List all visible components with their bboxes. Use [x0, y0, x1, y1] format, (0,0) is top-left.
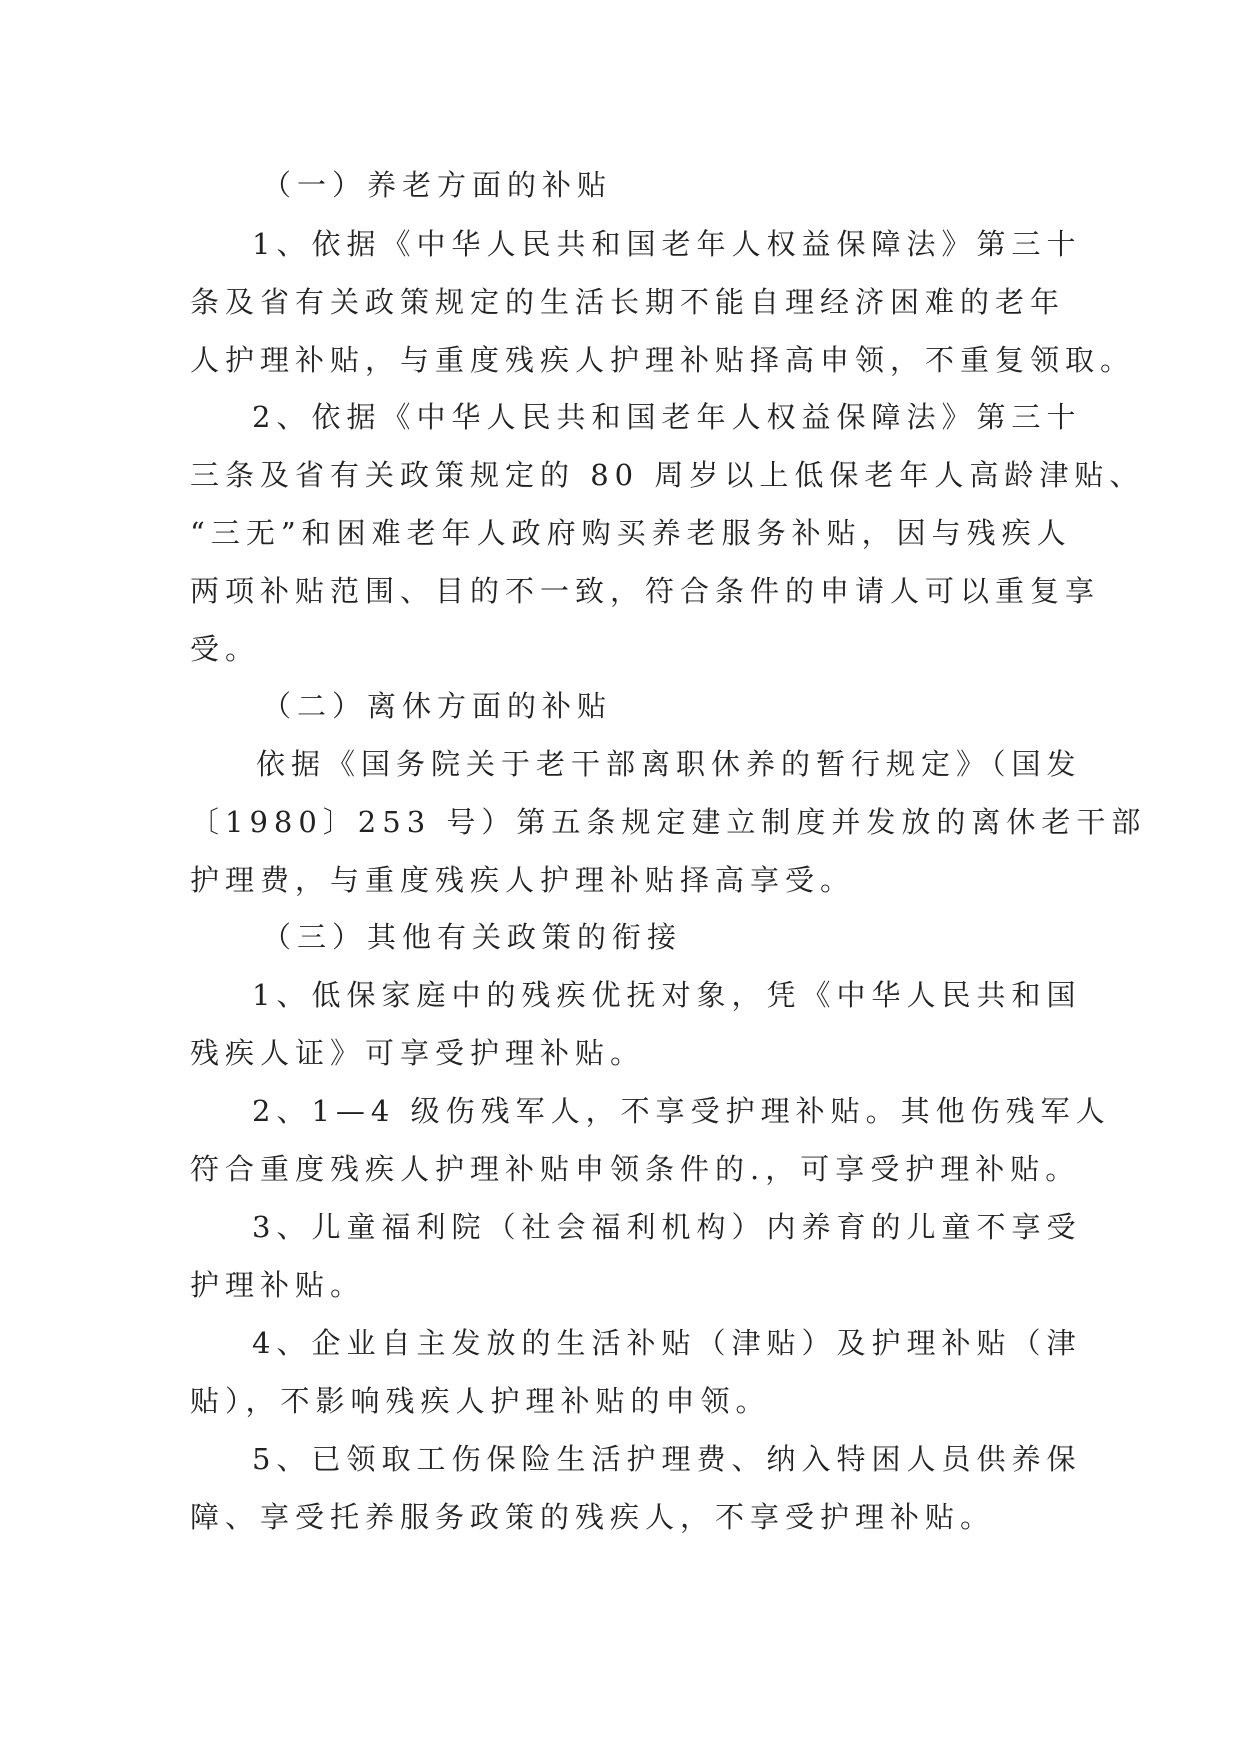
text-line: 4、企业自主发放的生活补贴（津贴）及护理补贴（津 — [252, 1326, 1082, 1360]
text-line: 〔1980〕253 号）第五条规定建立制度并发放的离休老干部 — [190, 805, 1147, 839]
text-line: 1、低保家庭中的残疾优抚对象，凭《中华人民共和国 — [252, 978, 1082, 1012]
section-heading-other: （三）其他有关政策的衔接 — [262, 920, 683, 954]
text-line: 2、1—4 级伤残军人，不享受护理补贴。其他伤残军人 — [252, 1094, 1111, 1128]
text-line: 护理补贴。 — [190, 1268, 366, 1302]
text-line: 3、儿童福利院（社会福利机构）内养育的儿童不享受 — [252, 1210, 1082, 1244]
text-line: 障、享受托养服务政策的残疾人，不享受护理补贴。 — [190, 1500, 996, 1534]
text-line: 符合重度残疾人护理补贴申领条件的.，可享受护理补贴。 — [190, 1152, 1081, 1186]
text-line: 人护理补贴，与重度残疾人护理补贴择高申领，不重复领取。 — [190, 343, 1136, 377]
section-heading-elderly: （一）养老方面的补贴 — [262, 168, 613, 202]
section-heading-retirement: （二）离休方面的补贴 — [262, 689, 613, 723]
text-line: 护理费，与重度残疾人护理补贴择高享受。 — [190, 863, 856, 897]
text-line: 依据《国务院关于老干部离职休养的暂行规定》（国发 — [256, 747, 1082, 781]
text-line: 残疾人证》可享受护理补贴。 — [190, 1036, 646, 1070]
text-line: 5、已领取工伤保险生活护理费、纳入特困人员供养保 — [252, 1442, 1082, 1476]
text-line: 受。 — [190, 632, 261, 666]
text-line: 三条及省有关政策规定的 80 周岁以上低保老年人高龄津贴、 — [190, 458, 1145, 492]
text-line: 1、依据《中华人民共和国老年人权益保障法》第三十 — [252, 227, 1082, 261]
text-line: 条及省有关政策规定的生活长期不能自理经济困难的老年 — [190, 285, 1066, 319]
text-line: 2、依据《中华人民共和国老年人权益保障法》第三十 — [252, 400, 1082, 434]
text-line: “三无”和困难老年人政府购买养老服务补贴，因与残疾人 — [190, 516, 1072, 550]
text-line: 贴），不影响残疾人护理补贴的申领。 — [190, 1384, 771, 1418]
text-line: 两项补贴范围、目的不一致，符合条件的申请人可以重复享 — [190, 574, 1101, 608]
